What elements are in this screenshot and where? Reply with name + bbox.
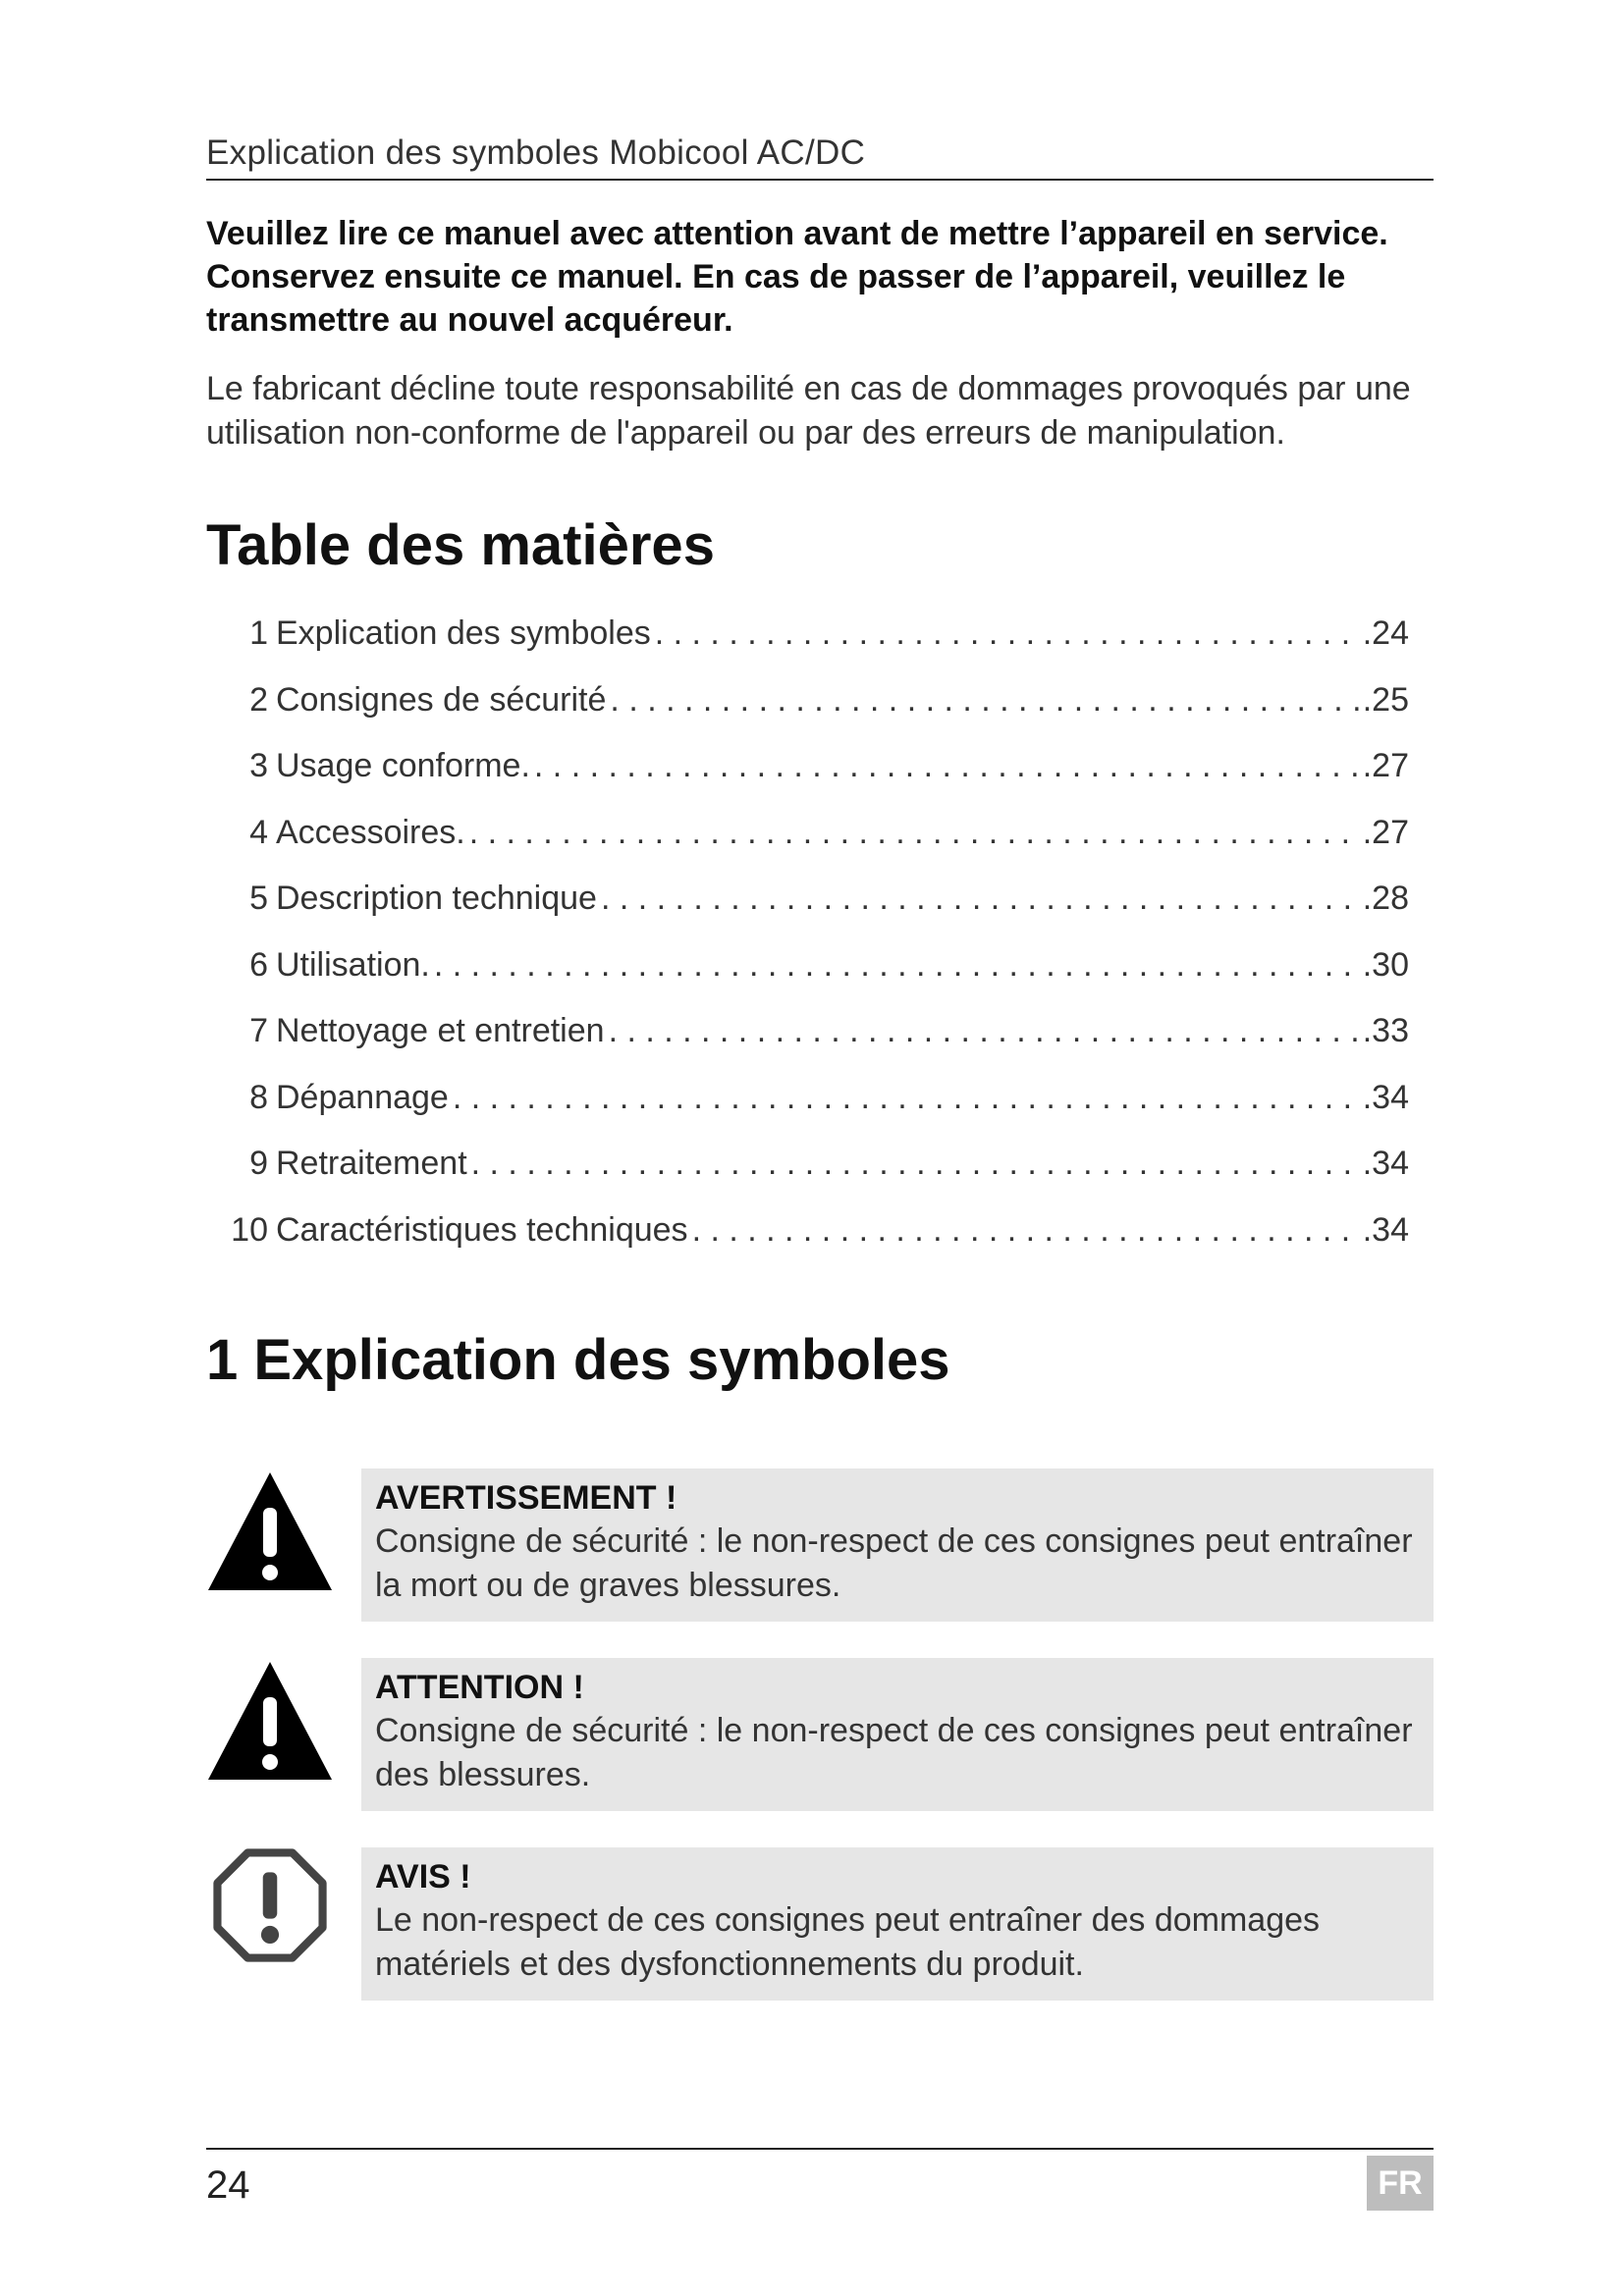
octagon-exclamation-icon	[212, 1847, 328, 1963]
notice-box	[361, 1468, 1434, 1622]
warning-triangle-icon	[206, 1468, 334, 1596]
page-header: Explication des symboles Mobicool AC/DC	[206, 133, 1434, 181]
notice-warning	[206, 1468, 1434, 1622]
intro-warning: Veuillez lire ce manuel avec attention avant de mettre l’appareil en service. Conservez ensuite ce manuel. En cas de passer de l’appareil, veuillez le transmettre au nouvel acquéreur.	[206, 215, 1388, 339]
toc-entry[interactable]: 5 Description technique . . . .28	[221, 866, 1409, 933]
toc-entry[interactable]: 4 Accessoires. . . . .27	[221, 800, 1409, 867]
toc-entry[interactable]: 10 Caractéristiques techniques . . . .34	[221, 1198, 1409, 1264]
language-badge: FR	[1367, 2156, 1434, 2211]
table-of-contents	[221, 601, 1409, 1263]
page-number: 24	[206, 2163, 250, 2207]
notice-box	[361, 1658, 1434, 1811]
toc-entry[interactable]: 8 Dépannage . . . .34	[221, 1065, 1409, 1132]
notice-advice	[206, 1847, 1434, 2001]
toc-entry[interactable]: 2 Consignes de sécurité . . . .25	[221, 667, 1409, 734]
notice-title: AVERTISSEMENT !	[375, 1479, 677, 1517]
toc-heading: Table des matières	[206, 513, 715, 577]
notice-text: Le non-respect de ces consignes peut entraîner des dommages matériels et des dysfonctionnements du produit.	[375, 1901, 1321, 1983]
toc-entry[interactable]: 6 Utilisation. . . . .30	[221, 933, 1409, 999]
toc-entry[interactable]: 7 Nettoyage et entretien . . . .33	[221, 998, 1409, 1065]
toc-entry[interactable]: 1 Explication des symboles . . . .24	[221, 601, 1409, 667]
notice-title: AVIS !	[375, 1858, 471, 1896]
notice-box	[361, 1847, 1434, 2001]
notice-caution	[206, 1658, 1434, 1811]
toc-entry[interactable]: 9 Retraitement . . . .34	[221, 1131, 1409, 1198]
footer-divider	[206, 2148, 1434, 2150]
warning-triangle-icon	[206, 1658, 334, 1786]
intro-disclaimer: Le fabricant décline toute responsabilité en cas de dommages provoqués par une utilisation non-conforme de l'appareil ou par des erreurs de manipulation.	[206, 370, 1411, 452]
notice-text: Consigne de sécurité : le non-respect de ces consignes peut entraîner la mort ou de graves blessures.	[375, 1522, 1413, 1604]
notice-text: Consigne de sécurité : le non-respect de ces consignes peut entraîner des blessures.	[375, 1712, 1413, 1793]
toc-entry[interactable]: 3 Usage conforme. . . . .27	[221, 733, 1409, 800]
section-heading: 1 Explication des symboles	[206, 1328, 950, 1392]
notice-title: ATTENTION !	[375, 1669, 584, 1706]
